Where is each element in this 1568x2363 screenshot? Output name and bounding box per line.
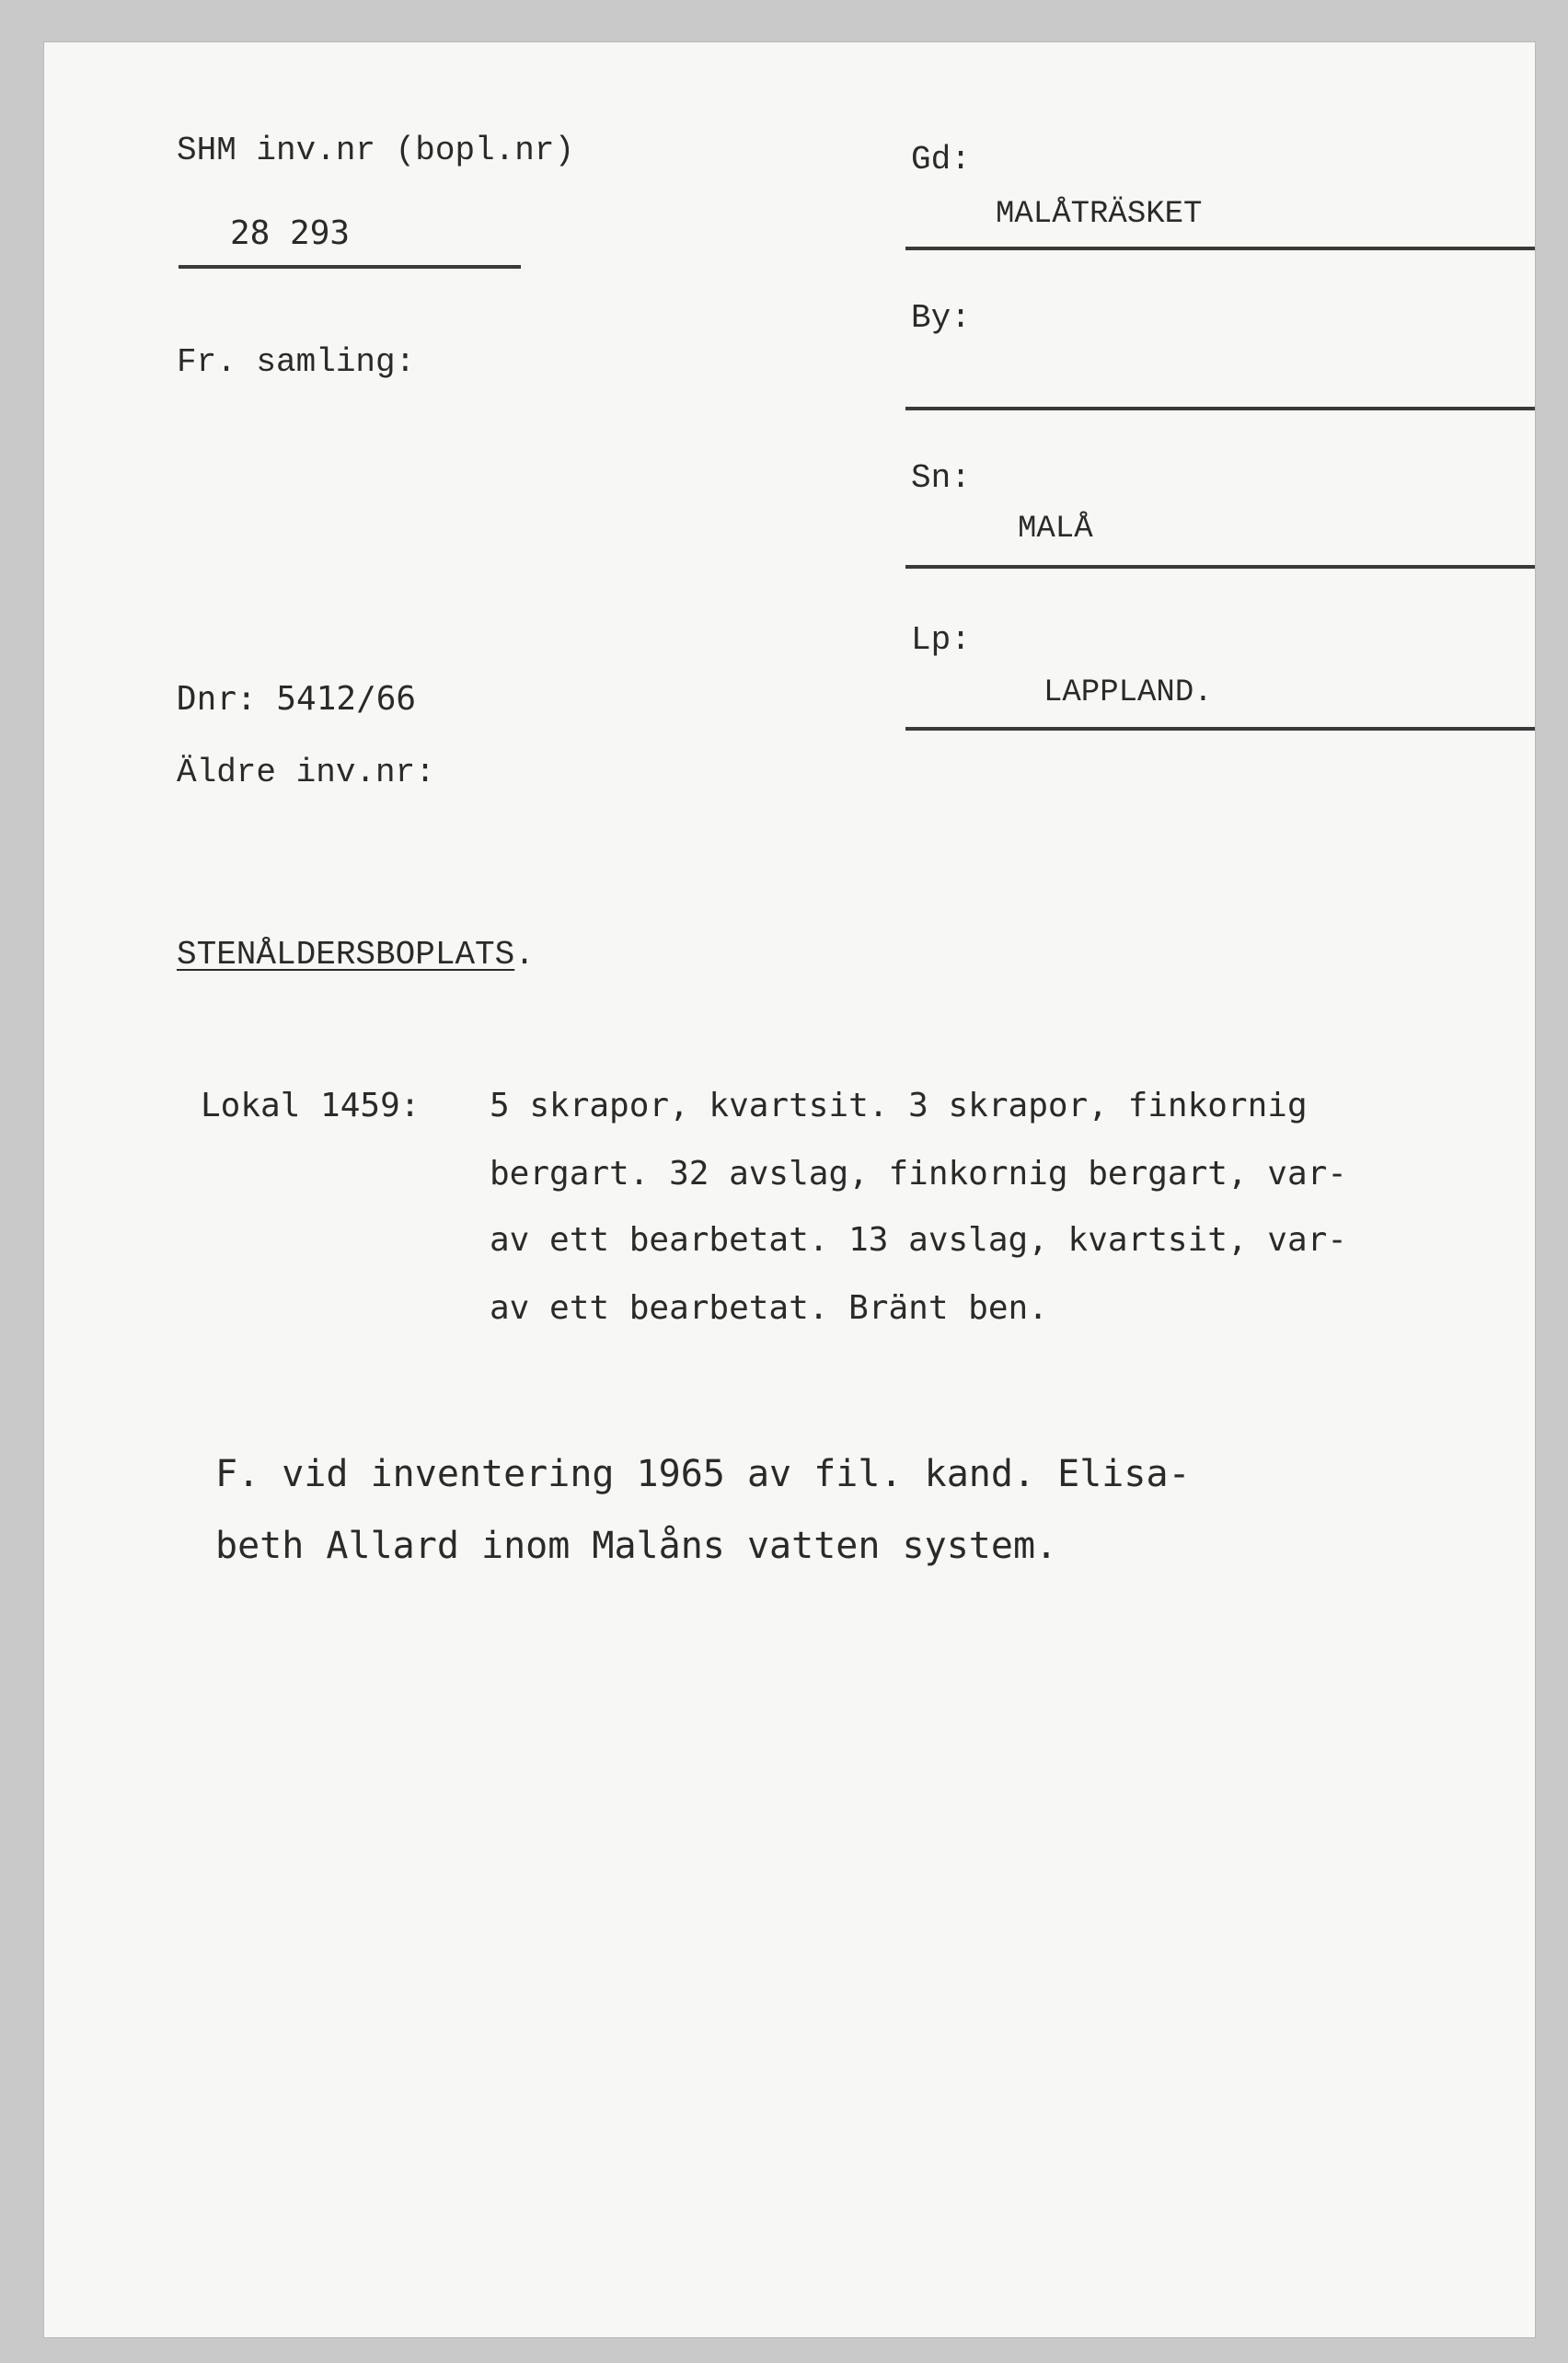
by-underline [905, 407, 1535, 410]
aldre-inv-label: Äldre inv.nr: [177, 754, 435, 791]
by-label: By: [911, 299, 971, 337]
lp-value: LAPPLAND. [1043, 675, 1213, 710]
dnr-field: Dnr: 5412/66 [177, 680, 417, 718]
shm-inv-underline [179, 265, 521, 269]
lp-underline [905, 727, 1535, 731]
gd-label: Gd: [911, 141, 971, 179]
provenance-line-1: F. vid inventering 1965 av fil. kand. Elisa- [215, 1453, 1191, 1495]
site-heading-text: STENÅLDERSBOPLATS [177, 936, 515, 974]
catalog-card [44, 42, 1535, 2337]
find-desc-line-3: av ett bearbetat. 13 avslag, kvartsit, var- [490, 1221, 1347, 1259]
gd-value: MALÅTRÄSKET [996, 197, 1203, 232]
shm-inv-value: 28 293 [230, 214, 351, 252]
lokal-label: Lokal 1459: [201, 1087, 421, 1124]
find-desc-line-4: av ett bearbetat. Bränt ben. [490, 1289, 1048, 1327]
fr-samling-label: Fr. samling: [177, 343, 416, 381]
find-desc-line-1: 5 skrapor, kvartsit. 3 skrapor, finkornig [490, 1087, 1308, 1124]
site-heading [177, 936, 535, 974]
sn-value: MALÅ [1018, 512, 1093, 547]
sn-label: Sn: [911, 459, 971, 497]
lp-label: Lp: [911, 621, 971, 659]
site-heading-dot: . [514, 936, 535, 974]
sn-underline [905, 565, 1535, 569]
gd-underline [905, 247, 1535, 250]
provenance-line-2: beth Allard inom Malåns vatten system. [215, 1525, 1058, 1567]
shm-inv-label: SHM inv.nr (bopl.nr) [177, 132, 575, 169]
find-desc-line-2: bergart. 32 avslag, finkornig bergart, var- [490, 1155, 1347, 1193]
